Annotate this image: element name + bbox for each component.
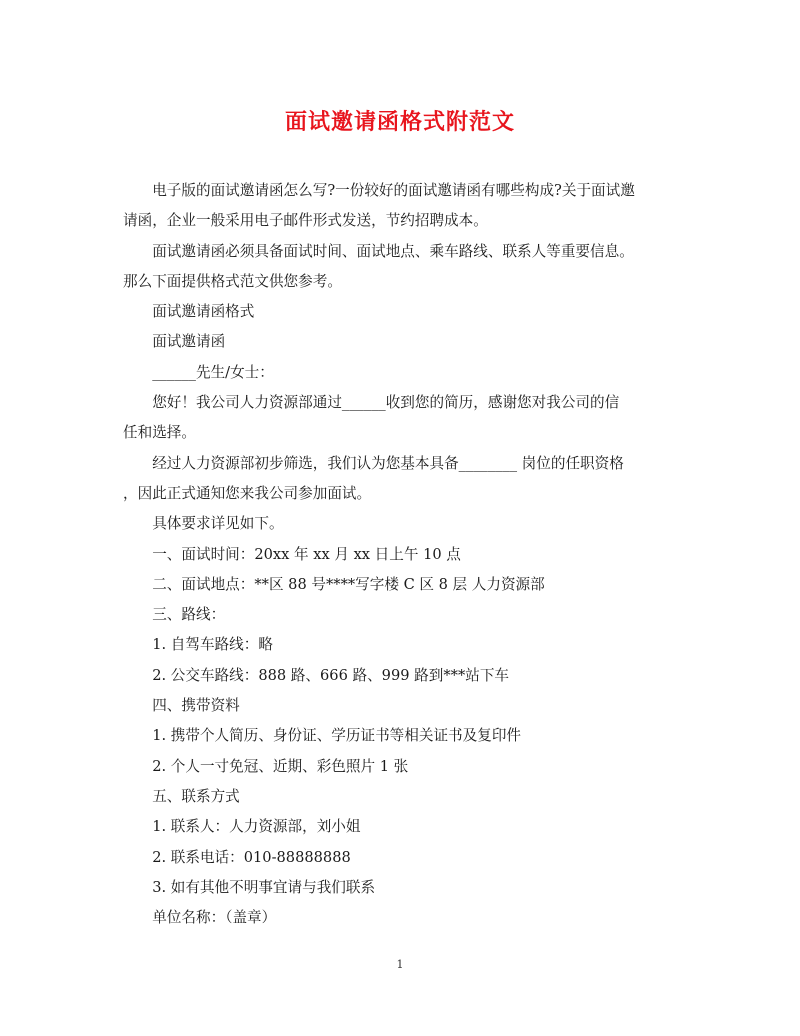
paragraph-line: 2. 公交车路线：888 路、666 路、999 路到***站下车 [152, 666, 510, 684]
paragraph [123, 600, 678, 630]
paragraph-line: 那么下面提供格式范文供您参考。 [123, 272, 342, 290]
paragraph-line: 您好！我公司人力资源部通过______收到您的简历，感谢您对我公司的信 [152, 394, 620, 412]
paragraph-line: 四、携带资料 [152, 697, 240, 715]
paragraph-line: 三、路线： [152, 606, 226, 624]
paragraph [123, 843, 678, 873]
paragraph [123, 540, 678, 570]
paragraph-line: ，因此正式通知您来我公司参加面试。 [123, 484, 372, 502]
paragraph-line: 面试邀请函格式 [152, 303, 255, 321]
paragraph [123, 661, 678, 691]
paragraph-line: 2. 个人一寸免冠、近期、彩色照片 1 张 [152, 757, 409, 775]
paragraph-line: ______先生/女士： [152, 363, 274, 381]
paragraph [123, 176, 678, 237]
paragraph [123, 721, 678, 751]
paragraph-line: 经过人力资源部初步筛选，我们认为您基本具备________ 岗位的任职资格 [152, 454, 624, 472]
paragraph [123, 570, 678, 600]
paragraph [123, 297, 678, 327]
paragraph [123, 237, 678, 298]
paragraph [123, 388, 678, 449]
paragraph [123, 630, 678, 660]
document-body [123, 176, 678, 933]
paragraph-line: 1. 联系人：人力资源部，刘小姐 [152, 818, 361, 836]
paragraph [123, 812, 678, 842]
paragraph [123, 873, 678, 903]
paragraph [123, 327, 678, 357]
paragraph [123, 691, 678, 721]
paragraph [123, 903, 678, 933]
paragraph [123, 358, 678, 388]
paragraph-line: 电子版的面试邀请函怎么写?一份较好的面试邀请函有哪些构成?关于面试邀 [152, 182, 635, 199]
paragraph-line: 3. 如有其他不明事宜请与我们联系 [152, 878, 376, 896]
paragraph [123, 782, 678, 812]
paragraph-line: 2. 联系电话：010-88888888 [152, 848, 351, 866]
paragraph-line: 一、面试时间：20xx 年 xx 月 xx 日上午 10 点 [152, 545, 461, 563]
paragraph-line: 1. 携带个人简历、身份证、学历证书等相关证书及复印件 [152, 727, 522, 745]
paragraph-line: 面试邀请函必须具备面试时间、面试地点、乘车路线、联系人等重要信息。 [152, 242, 634, 260]
paragraph-line: 二、面试地点：**区 88 号****写字楼 C 区 8 层 人力资源部 [152, 575, 545, 593]
paragraph-line: 请函，企业一般采用电子邮件形式发送，节约招聘成本。 [123, 212, 488, 230]
paragraph-line: 任和选择。 [123, 424, 196, 442]
page-number: 1 [396, 958, 404, 971]
paragraph-line: 具体要求详见如下。 [152, 515, 284, 533]
paragraph [123, 509, 678, 539]
paragraph-line: 五、联系方式 [152, 787, 240, 805]
paragraph [123, 449, 678, 510]
paragraph [123, 752, 678, 782]
paragraph-line: 1. 自驾车路线：略 [152, 636, 273, 654]
paragraph-line: 单位名称：（盖章） [152, 909, 277, 927]
paragraph-line: 面试邀请函 [152, 333, 226, 351]
document-title: 面试邀请函格式附范文 [284, 109, 515, 135]
